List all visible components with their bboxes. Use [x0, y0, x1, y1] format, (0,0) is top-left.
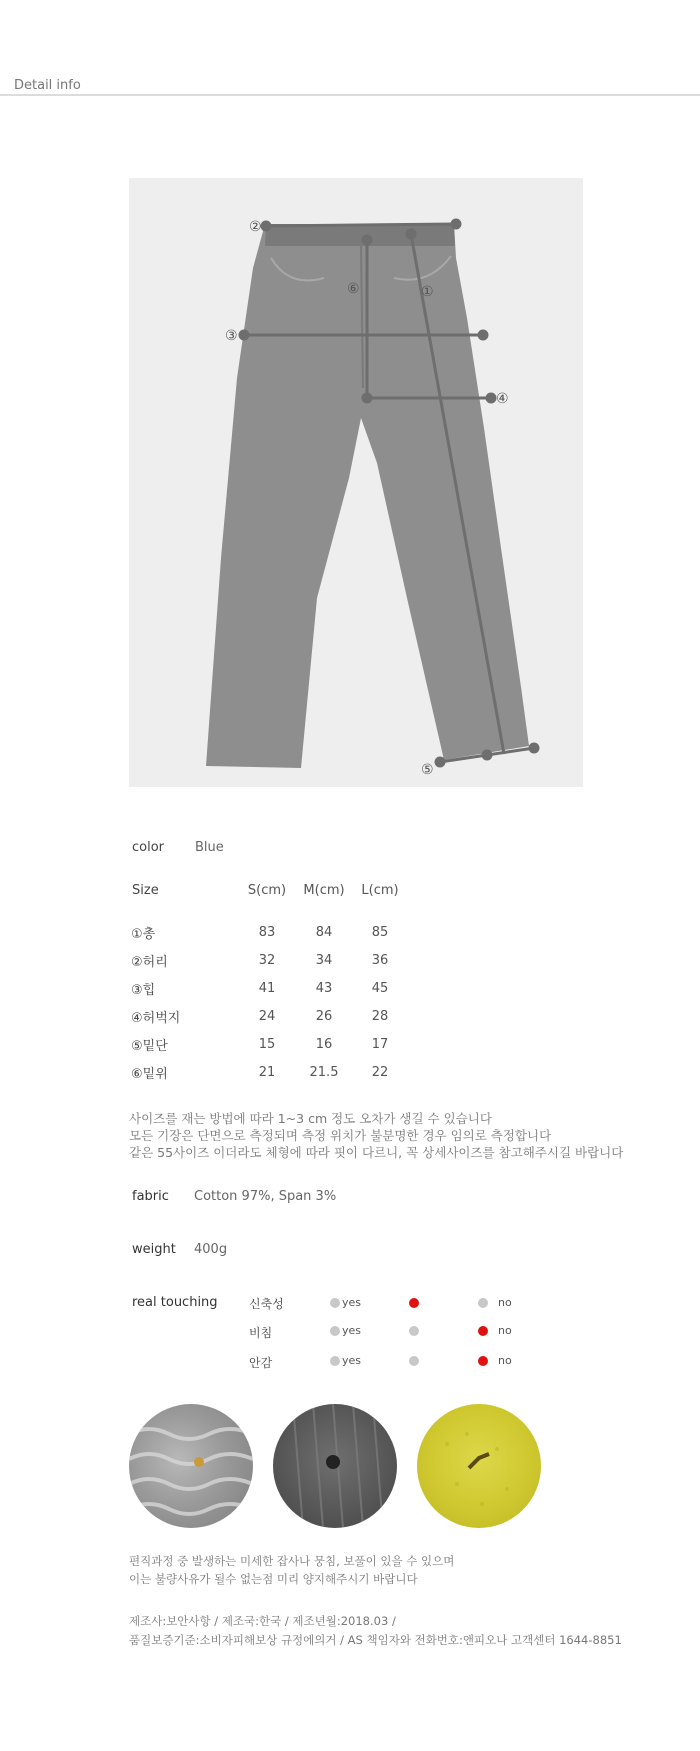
knit-texture — [129, 1404, 253, 1528]
col-header-s: S(cm) — [247, 883, 287, 898]
thigh-end-left — [363, 394, 371, 402]
knit-swatch-charcoal — [273, 1404, 397, 1528]
rise-end-top — [363, 236, 371, 244]
knit-disclaimer — [129, 1552, 454, 1588]
hem-end-mid — [483, 751, 491, 759]
waist-end-left — [262, 222, 270, 230]
marker-2: ② — [249, 219, 262, 235]
value-l: 22 — [371, 1065, 389, 1080]
waist-end-right — [452, 220, 460, 228]
touch-row-name: 신축성 — [249, 1297, 284, 1311]
value-s: 24 — [258, 1009, 276, 1024]
knit-texture — [273, 1404, 397, 1528]
touch-row-name: 비침 — [249, 1326, 273, 1340]
knit-swatch-yellow — [417, 1404, 541, 1528]
value-s: 41 — [258, 981, 276, 996]
touch-no-label: no — [498, 1354, 512, 1367]
value-m: 43 — [315, 981, 333, 996]
touch-dot-no-selected — [478, 1326, 488, 1336]
value-l: 36 — [371, 953, 389, 968]
touch-dot-middle — [409, 1356, 419, 1366]
size-note: 사이즈를 재는 방법에 따라 1~3 cm 정도 오차가 생길 수 있습니다 — [129, 1111, 492, 1126]
value-l: 85 — [371, 925, 389, 940]
marker-3: ③ — [225, 328, 238, 344]
weight-label: weight — [132, 1242, 176, 1257]
touch-dot-no — [478, 1298, 488, 1308]
value-m: 84 — [315, 925, 333, 940]
product-footer-info — [129, 1612, 622, 1650]
detail-info-title: Detail info — [14, 78, 81, 93]
touch-dot-yes — [330, 1326, 340, 1336]
value-l: 45 — [371, 981, 389, 996]
marker-5: ⑤ — [421, 762, 434, 778]
disclaimer-line: 이는 불량사유가 될수 없는점 미리 양지해주시기 바랍니다 — [129, 1572, 418, 1586]
touch-yes-label: yes — [342, 1296, 362, 1309]
value-m: 34 — [315, 953, 333, 968]
jeans-measurement-diagram — [129, 178, 583, 787]
row-label: ②허리 — [131, 955, 168, 970]
touch-yes-label: yes — [342, 1354, 362, 1367]
touch-row-name: 안감 — [249, 1356, 273, 1370]
fabric-value: Cotton 97%, Span 3% — [194, 1189, 337, 1204]
hem-end-right — [530, 744, 538, 752]
value-m: 21.5 — [309, 1065, 339, 1080]
header-divider — [0, 94, 700, 96]
row-label: ③힙 — [131, 983, 156, 998]
value-s: 15 — [258, 1037, 276, 1052]
size-note: 같은 55사이즈 이더라도 체형에 따라 핏이 다르니, 꼭 상세사이즈를 참고해주시길 바랍니다 — [129, 1145, 624, 1160]
touch-dot-middle-selected — [409, 1298, 419, 1308]
row-label: ①총 — [131, 927, 156, 942]
col-header-l: L(cm) — [361, 883, 399, 898]
weight-value: 400g — [194, 1242, 228, 1257]
color-label: color — [132, 840, 165, 855]
marker-1: ① — [421, 284, 434, 300]
value-s: 21 — [258, 1065, 276, 1080]
hip-end-right — [479, 331, 487, 339]
value-m: 26 — [315, 1009, 333, 1024]
line-waist — [266, 224, 456, 226]
touch-yes-label: yes — [342, 1324, 362, 1337]
row-label: ⑤밑단 — [131, 1039, 168, 1054]
color-value: Blue — [195, 840, 224, 855]
hip-end-left — [240, 331, 248, 339]
marker-6: ⑥ — [347, 281, 360, 297]
jeans-waistband — [265, 224, 455, 246]
knit-swatch-grey — [129, 1404, 253, 1528]
thigh-end-right — [487, 394, 495, 402]
footer-line: 제조사:보안사항 / 제조국:한국 / 제조년월:2018.03 / — [129, 1614, 396, 1628]
value-m: 16 — [315, 1037, 333, 1052]
size-note: 모든 기장은 단면으로 측정되며 측정 위치가 불분명한 경우 임의로 측정합니다 — [129, 1128, 552, 1143]
real-touching-label: real touching — [132, 1295, 218, 1310]
disclaimer-line: 편직과정 중 발생하는 미세한 잡사나 뭉침, 보풀이 있을 수 있으며 — [129, 1554, 455, 1568]
knit-texture — [417, 1404, 541, 1528]
col-header-m: M(cm) — [303, 883, 345, 898]
size-notes — [129, 1110, 623, 1161]
touch-dot-yes — [330, 1356, 340, 1366]
touch-dot-no-selected — [478, 1356, 488, 1366]
value-s: 83 — [258, 925, 276, 940]
size-label: Size — [132, 883, 159, 898]
length-end-top — [407, 230, 415, 238]
row-label: ⑥밑위 — [131, 1067, 168, 1082]
touch-dot-middle — [409, 1326, 419, 1336]
touch-dot-yes — [330, 1298, 340, 1308]
value-s: 32 — [258, 953, 276, 968]
detail-header — [0, 0, 700, 98]
value-l: 17 — [371, 1037, 389, 1052]
marker-4: ④ — [496, 391, 509, 407]
value-l: 28 — [371, 1009, 389, 1024]
touch-no-label: no — [498, 1324, 512, 1337]
hem-end-left — [436, 758, 444, 766]
product-photo — [129, 178, 583, 787]
touch-no-label: no — [498, 1296, 512, 1309]
fabric-label: fabric — [132, 1189, 169, 1204]
row-label: ④허벅지 — [131, 1011, 181, 1026]
footer-line: 품질보증기준:소비자피해보상 규정에의거 / AS 책임자와 전화번호:앤피오나 고객센터 1644-8851 — [129, 1633, 622, 1647]
